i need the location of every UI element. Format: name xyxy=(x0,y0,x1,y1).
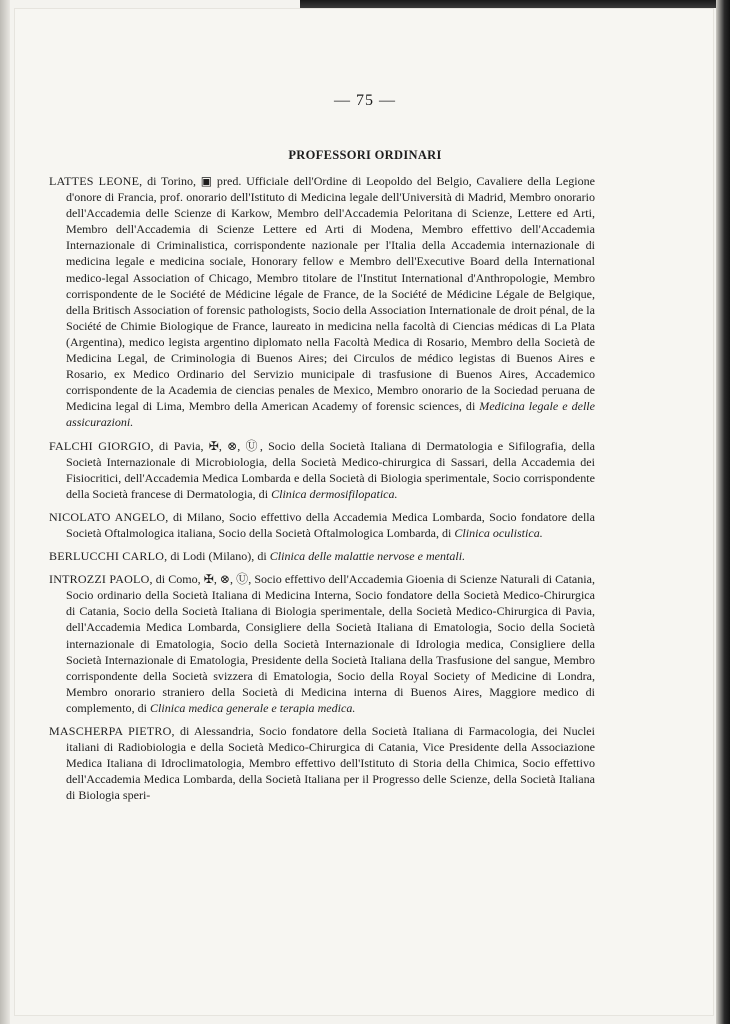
professor-details: di Alessandria, Socio fondatore della Società Italiana di Farmacologia, dei Nuclei italiani di Radiobiologia e della Società Medico-Chirurgica di Catania, Vice Presidente della Associazione Medica Italiana di Idroclimatologia, Membro effettivo dell'Istituto di Storia della Chimica, Socio effettivo dell'Accademia Medica Lombarda, della Società Italiana per il Progresso delle Scienze, della Società Italiana di Biologia speri- xyxy=(66,724,595,803)
professor-subject: Clinica oculistica. xyxy=(454,525,543,540)
professor-subject: Clinica delle malattie nervose e mentali. xyxy=(269,549,466,564)
entry-mascherpa xyxy=(49,723,595,803)
entry-nicolato xyxy=(49,509,595,541)
professor-subject: Clinica dermosifilopatica. xyxy=(271,486,398,501)
professor-name: INTROZZI PAOLO, xyxy=(49,572,153,587)
professor-list xyxy=(49,173,595,810)
professor-details: di Lodi (Milano), di xyxy=(167,549,270,564)
professor-name: NICOLATO ANGELO, xyxy=(49,509,169,524)
professor-subject: Medicina legale e delle assicurazioni. xyxy=(66,399,595,430)
entry-falchi xyxy=(49,438,595,502)
professor-name: MASCHERPA PIETRO, xyxy=(49,724,175,738)
page-number: — 75 — xyxy=(334,92,396,109)
page-top-edge xyxy=(300,0,730,8)
professor-details: di Pavia, ✠, ⊗, Ⓤ, Socio della Società Italiana di Dermatologia e Sifilografia, della Società Internazionale di Microbiologia, della Società Medico-chirurgica di Sassari, della Accademia dei Fisiocritici, dell'Accademia Medica Lombarda e della Società di Biologia sperimentale, Socio corrispondente della Società francese di Dermatologia, di xyxy=(66,438,595,501)
professor-details: di Milano, Socio effettivo della Accademia Medica Lombarda, Socio fondatore della Società Oftalmologica italiana, Socio della Società Oftalmologica Lombarda, di xyxy=(66,509,595,540)
entry-lattes xyxy=(49,173,595,431)
section-heading: PROFESSORI ORDINARI xyxy=(288,148,442,162)
professor-details: di Como, ✠, ⊗, Ⓤ, Socio effettivo dell'Accademia Gioenia di Scienze Naturali di Catania, Socio ordinario della Società Italiana di Medicina Interna, Socio fondatore della Società Medico-Chirurgica di Catania, Socio della Società Italiana di Biologia sperimentale, della Società Medico-Chirurgica di Pavia, dell'Accademia Medica Lombarda, Consigliere della Società Italiana di Ematologia, Socio della Società internazionale di Ematologia, Socio della Società Internazionale di Idrologia medica, Consigliere della Società Internazionale di Ematologia, Presidente della Società Italiana della Trasfusione del sangue, Membro corrispondente della Società svizzera di Ematologia, Socio della Royal Society of Medicine di Londra, Membro onorario straniero della Società di Medicina interna di Buenos Aires, Maggiore medico di complemento, di xyxy=(66,572,595,715)
professor-name: BERLUCCHI CARLO, xyxy=(49,549,168,564)
professor-subject: Clinica medica generale e terapia medica. xyxy=(149,700,356,715)
professor-details: di Torino, ▣ pred. Ufficiale dell'Ordine di Leopoldo del Belgio, Cavaliere della Legione d'onore di Francia, prof. onorario dell'Istituto di Medicina legale dell'Università di Madrid, Membro onorario dell'Accademia delle Scienze di Karkow, Membro dell'Accademia Peloritana di Scienze, Lettere ed Arti, Membro dell'Accademia di Scienze Lettere ed Arti di Modena, Membro effettivo dell'Accademia Internazionale di Criminalistica, corrispondente nazionale per l'Italia della Accademia internazionale di medicina legale e medicina sociale, Honorary fellow e Membro dell'Executive Board della International medico-legal Association of Chicago, Membro titolare de l'Institut International d'Anthropologie, Membro corrispondente de le Société de Médicine légale de France, de la Société de Médicine Légale de Belgique, della Britisch Association of forensic pathologists, Socio della Association Internationale de droit pénal, de la Société de Chimie Biologique de France, laureato in medicina nella facoltà di Ciencias médicas di La Plata (Argentina), medico legista argentino diplomato nella Facoltà Medica di Rosario, Membro della Società de Medicina Legal, de Criminologia di Buenos Aires; dei Circulos de médico legistas di Buenos Aires e Rosario, ex Medico Ordinario del Servizio municipale di trasfusione di Buenos Aires, Accademico corrispondente de la Academia de ciencias penales de Mexico, Membro onorario de la Sociedad peruana de Medicina legal di Lima, Membro della American Academy of forensic sciences, di xyxy=(66,174,595,414)
professor-name: FALCHI GIORGIO, xyxy=(49,438,154,453)
entry-berlucchi xyxy=(49,548,595,564)
professor-name: LATTES LEONE, xyxy=(49,174,143,188)
entry-introzzi xyxy=(49,571,595,716)
